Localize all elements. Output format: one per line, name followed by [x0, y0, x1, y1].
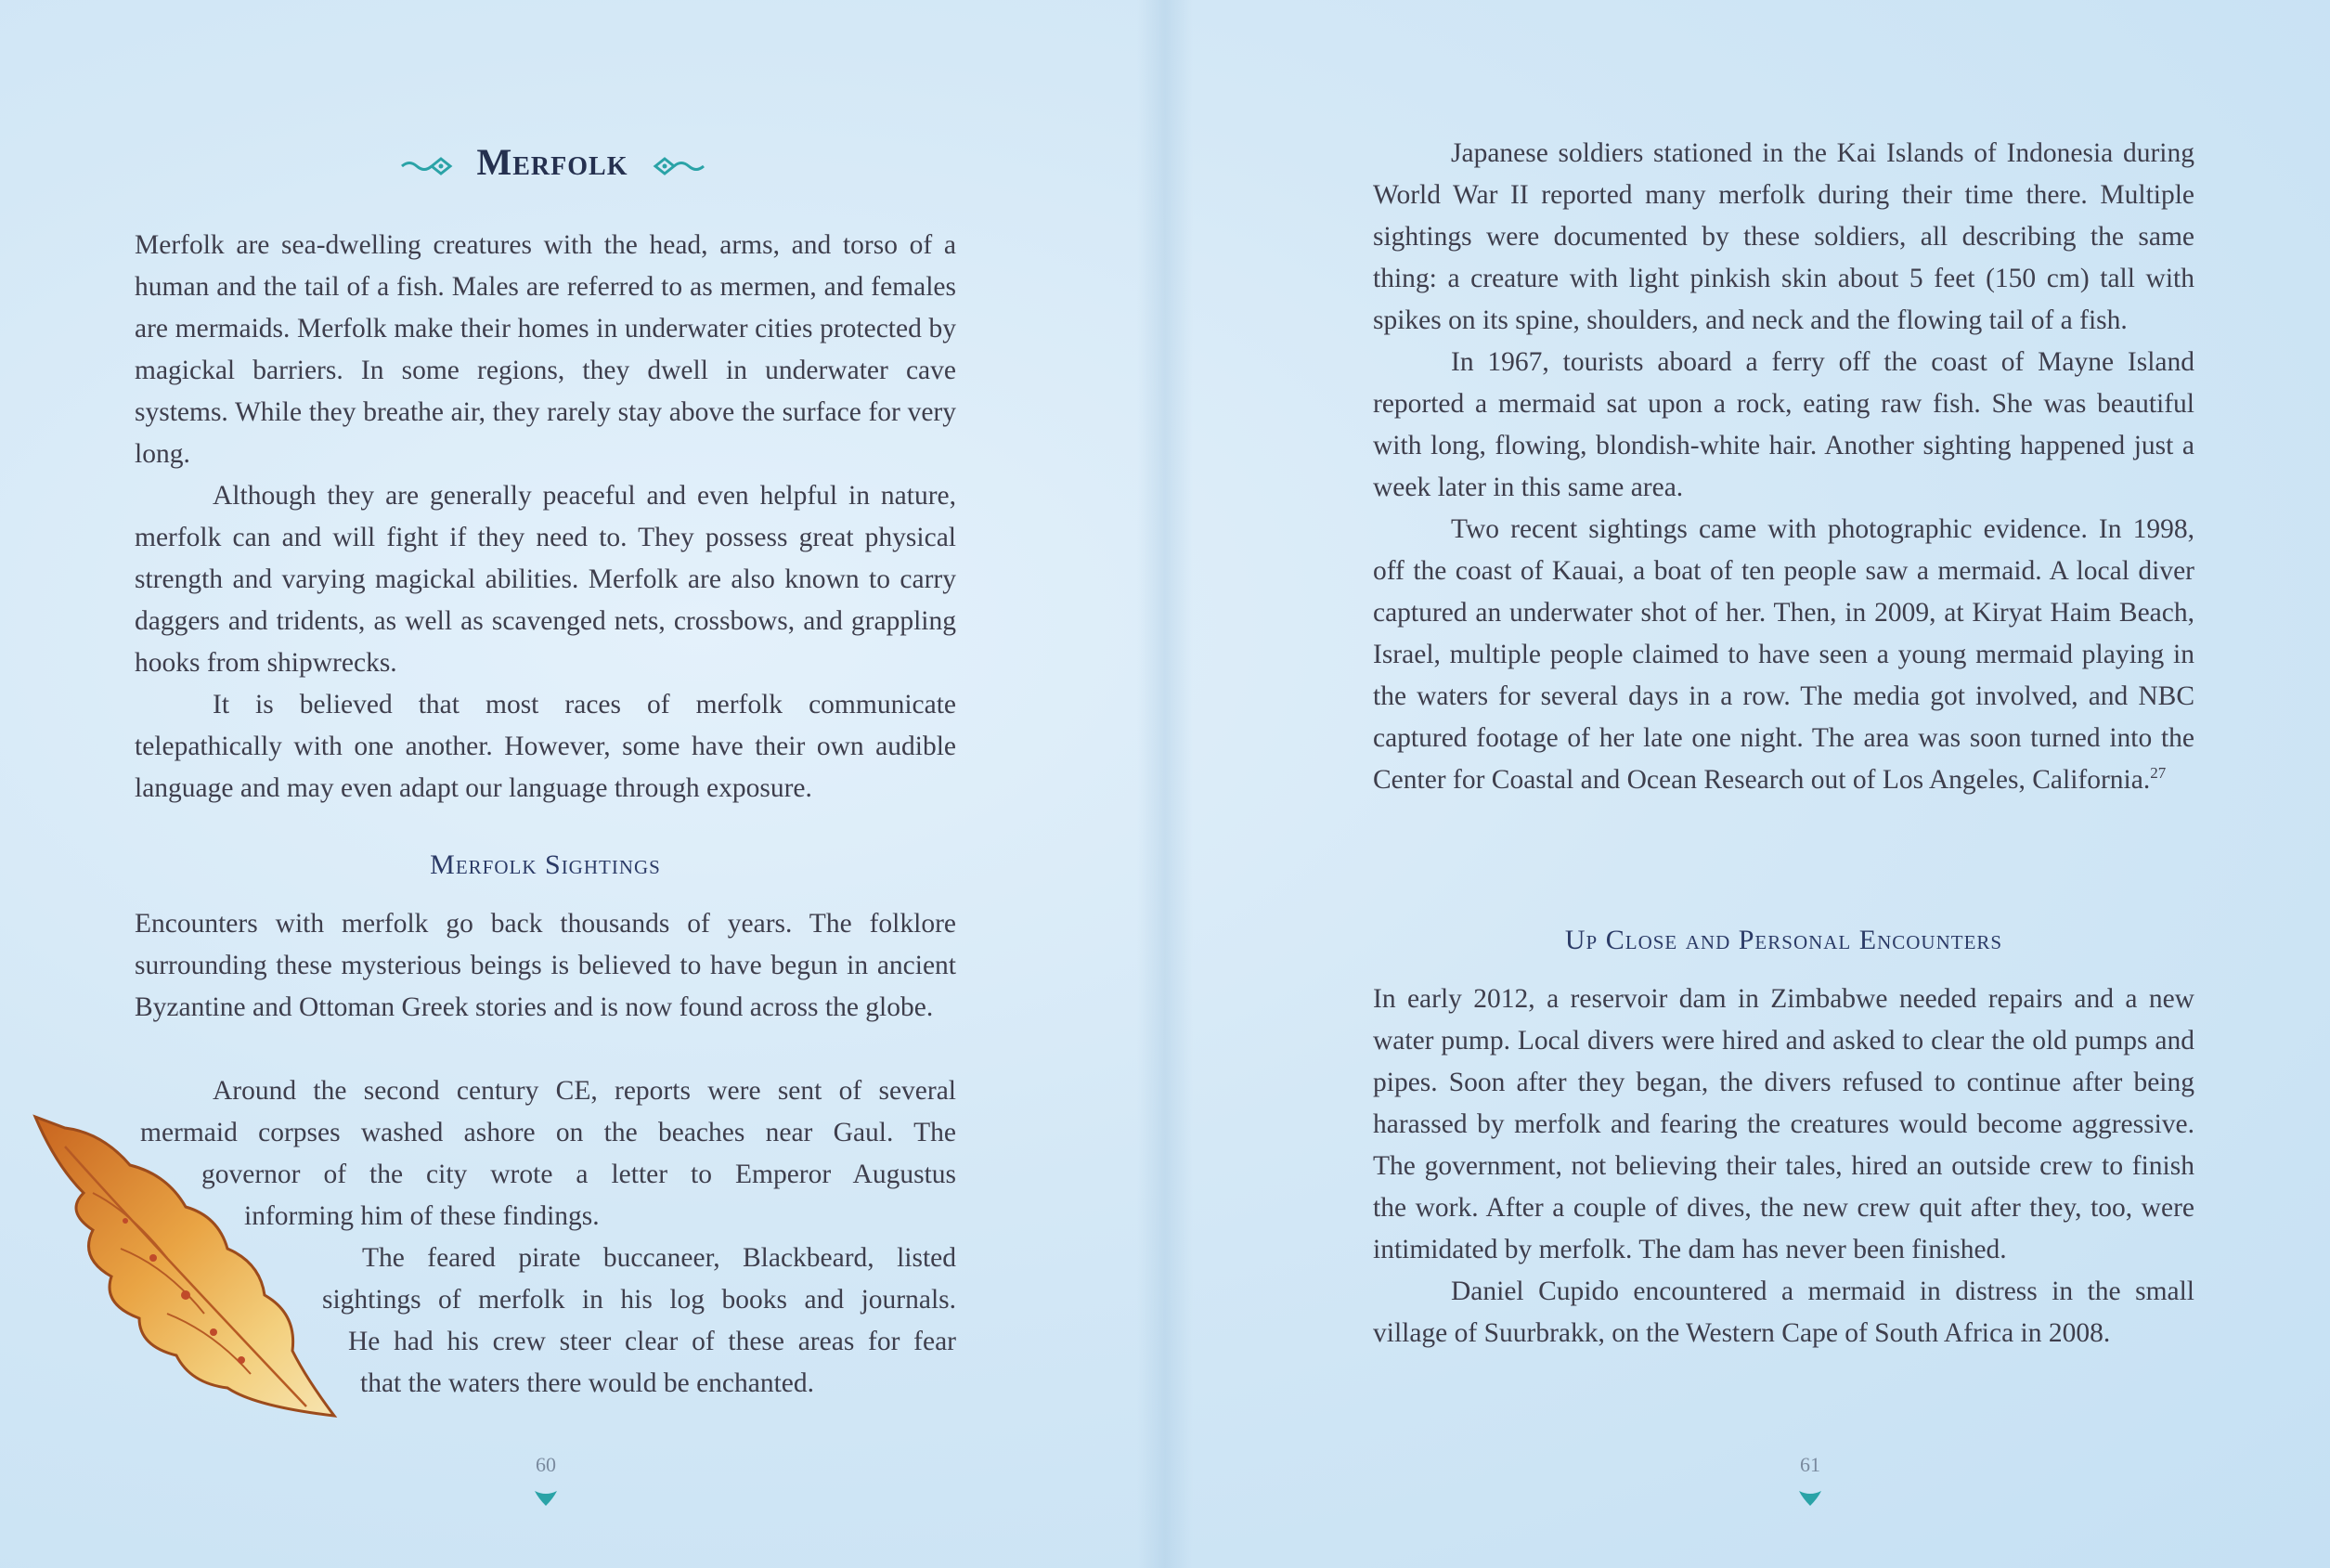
left-intro-text: [135, 225, 956, 810]
footnote-mark: 27: [2150, 764, 2167, 783]
page-number-right: 61: [1800, 1453, 1820, 1476]
flourish-left-icon: [400, 156, 454, 176]
paragraph: It is believed that most races of merfolk communicate telepathically with one another. However, some have their own audible language and may even adapt our language through exposure.: [135, 690, 956, 803]
right-intro-text: [1373, 133, 2194, 801]
text-line: sightings of merfolk in his log books and journals.: [322, 1285, 956, 1315]
paragraph: [1373, 509, 2194, 801]
paragraph: In 1967, tourists aboard a ferry off the coast of Mayne Island reported a mermaid sat upon a rock, eating raw fish. She was beautiful with long, flowing, blondish-white hair. Another sighting happened just a week later in this same area.: [1373, 347, 2194, 502]
chapter-heading: [0, 139, 1105, 186]
section-heading: Up Close and Personal Encounters: [1564, 925, 2003, 955]
paragraph-text: Two recent sightings came with photographic evidence. In 1998, off the coast of Kauai, a boat of ten people saw a mermaid. A local diver captured an underwater shot of her. Then, in 2009, at Kiryat Haim Beach, Israel, multiple people claimed to have seen a young mermaid playing in the waters for several days in a row. The media got involved, and NBC captured footage of her late one night. The area was soon turned into the Center for Coastal and Ocean Research out of Los Angeles, California.: [1373, 514, 2194, 795]
seashell-illustration: [28, 1109, 343, 1425]
paragraph: Daniel Cupido encountered a mermaid in distress in the small village of Suurbrakk, on the Western Cape of South Africa in 2008.: [1373, 1276, 2194, 1348]
text-line: He had his crew steer clear of these areas for fear: [348, 1327, 956, 1356]
fleuron-icon: [533, 1487, 559, 1508]
section-heading: Merfolk Sightings: [430, 849, 661, 880]
page-number-left: 60: [536, 1453, 556, 1476]
fleuron-icon: [1797, 1487, 1823, 1508]
text-line: governor of the city wrote a letter to Emperor Augustus: [201, 1160, 956, 1189]
paragraph: Although they are generally peaceful and even helpful in nature, merfolk can and will fight if they need to. They possess great physical strength and varying magickal abilities. Merfolk are also known to carry daggers and tridents, as well as scavenged nets, crossbows, and grappling hooks from shipwrecks.: [135, 481, 956, 678]
encounters-text: [1373, 978, 2194, 1354]
paragraph: Japanese soldiers stationed in the Kai Islands of Indonesia during World War II reported many merfolk during their time there. Multiple sightings were documented by these soldiers, all describing the same thing: a creature with light pinkish skin about 5 feet (150 cm) tall with spikes on its spine, shoulders, and neck and the flowing tail of a fish.: [1373, 138, 2194, 335]
paragraph: In early 2012, a reservoir dam in Zimbabwe needed repairs and a new water pump. Local divers were hired and asked to clear the old pumps and pipes. Soon after they began, the divers refused to continue after being harassed by merfolk and fearing the creatures would become aggressive. The government, not believing their tales, hired an outside crew to finish the work. After a couple of dives, the new crew quit after they, too, were intimidated by merfolk. The dam has never been finished.: [1373, 984, 2194, 1264]
text-line: The feared pirate buccaneer, Blackbeard, listed: [362, 1243, 956, 1273]
sightings-text: [135, 903, 956, 1029]
paragraph: Merfolk are sea-dwelling creatures with the head, arms, and torso of a human and the tail of a fish. Males are referred to as mermen, and females are mermaids. Merfolk make their homes in underwater cities protected by magickal barriers. In some regions, they dwell in underwater cave systems. While they breathe air, they rarely stay above the surface for very long.: [135, 230, 956, 469]
paragraph: Encounters with merfolk go back thousands of years. The folklore surrounding these mysterious beings is believed to have begun in ancient Byzantine and Ottoman Greek stories and is now found across the globe.: [135, 909, 956, 1022]
text-line: Around the second century CE, reports were sent of several: [213, 1076, 956, 1106]
text-line: mermaid corpses washed ashore on the beaches near Gaul. The: [140, 1118, 956, 1147]
right-page: [1165, 0, 2330, 1568]
text-line: informing him of these findings.: [244, 1201, 600, 1231]
text-line: that the waters there would be enchanted.: [360, 1368, 815, 1398]
flourish-right-icon: [652, 156, 705, 176]
chapter-title: Merfolk: [476, 141, 628, 183]
